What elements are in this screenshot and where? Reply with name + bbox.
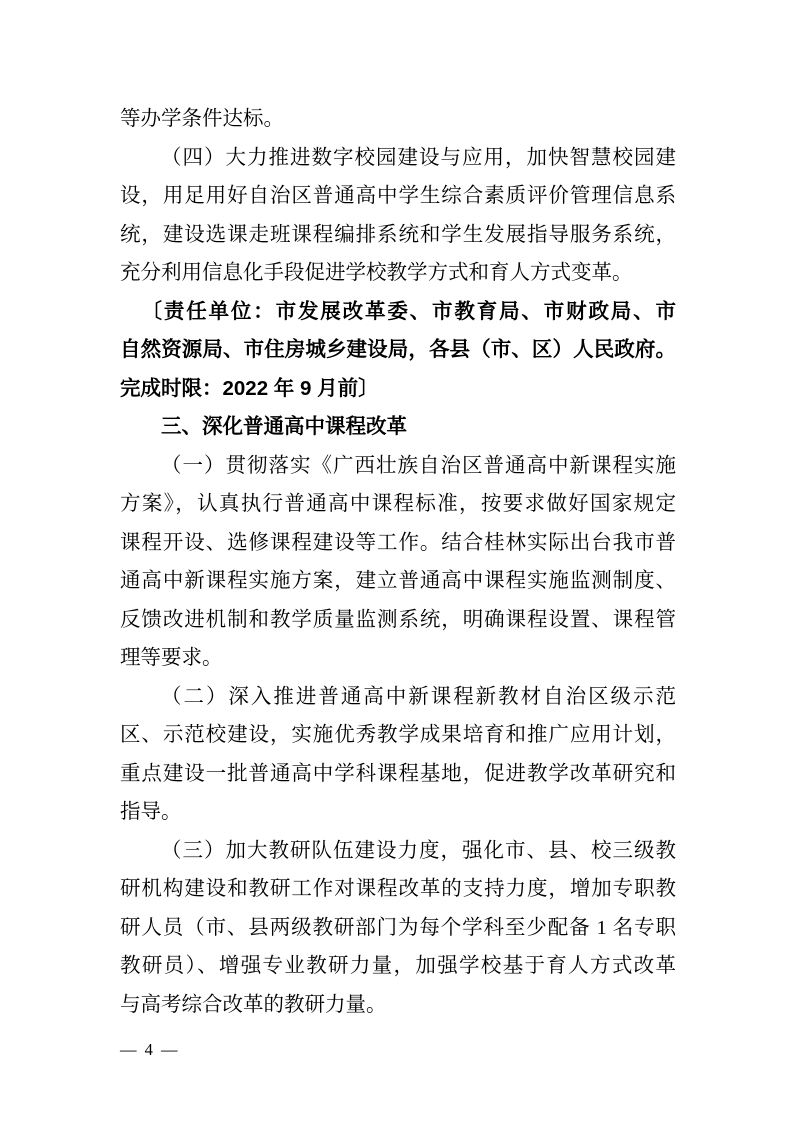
text-line: 通高中新课程实施方案，建立普通高中课程实施监测制度、 [120,570,676,592]
text-line: （一）贯彻落实《广西壮族自治区普通高中新课程实施 [161,454,676,477]
text-line: （二）深入推进普通高中新课程新教材自治区级示范 [161,685,676,708]
text-line: 设，用足用好自治区普通高中学生综合素质评价管理信息系 [120,185,676,207]
text-line: 课程开设、选修课程建设等工作。结合桂林实际出台我市普 [120,531,676,554]
responsibility-note-line: 自然资源局、市住房城乡建设局，各县（市、区）人民政府。 [120,338,676,361]
deadline-note-line: 完成时限：2022 年 9 月前〕 [120,376,379,400]
text-line: 研机构建设和教研工作对课程改革的支持力度，增加专职教 [120,878,676,900]
section-heading: 三、深化普通高中课程改革 [161,415,407,438]
text-line: 理等要求。 [120,647,223,669]
text-line: （四）大力推进数字校园建设与应用，加快智慧校园建 [161,146,676,169]
text-line: 统，建设选课走班课程编排系统和学生发展指导服务系统， [120,223,676,246]
text-line: 与高考综合改革的教研力量。 [120,993,387,1016]
text-line: 方案》，认真执行普通高中课程标准，按要求做好国家规定 [120,493,676,515]
document-body [120,100,676,1024]
text-line: 重点建设一批普通高中学科课程基地，促进教学改革研究和 [120,762,676,785]
text-line: 反馈改进机制和教学质量监测系统，明确课程设置、课程管 [120,608,676,631]
text-line: 区、示范校建设，实施优秀教学成果培育和推广应用计划， [120,724,676,746]
responsibility-note-line: 〔责任单位：市发展改革委、市教育局、市财政局、市 [141,299,676,323]
text-line: 充分利用信息化手段促进学校教学方式和育人方式变革。 [120,262,633,284]
text-line: 指导。 [120,801,182,823]
text-line: 教研员）、增强专业教研力量，加强学校基于育人方式改革 [120,955,676,977]
text-line: 等办学条件达标。 [120,108,284,130]
page-number: — 4 — [120,1040,180,1059]
text-line: （三）加大教研队伍建设力度，强化市、县、校三级教 [161,839,676,862]
text-line: 研人员（市、县两级教研部门为每个学科至少配备 1 名专职 [120,916,676,939]
